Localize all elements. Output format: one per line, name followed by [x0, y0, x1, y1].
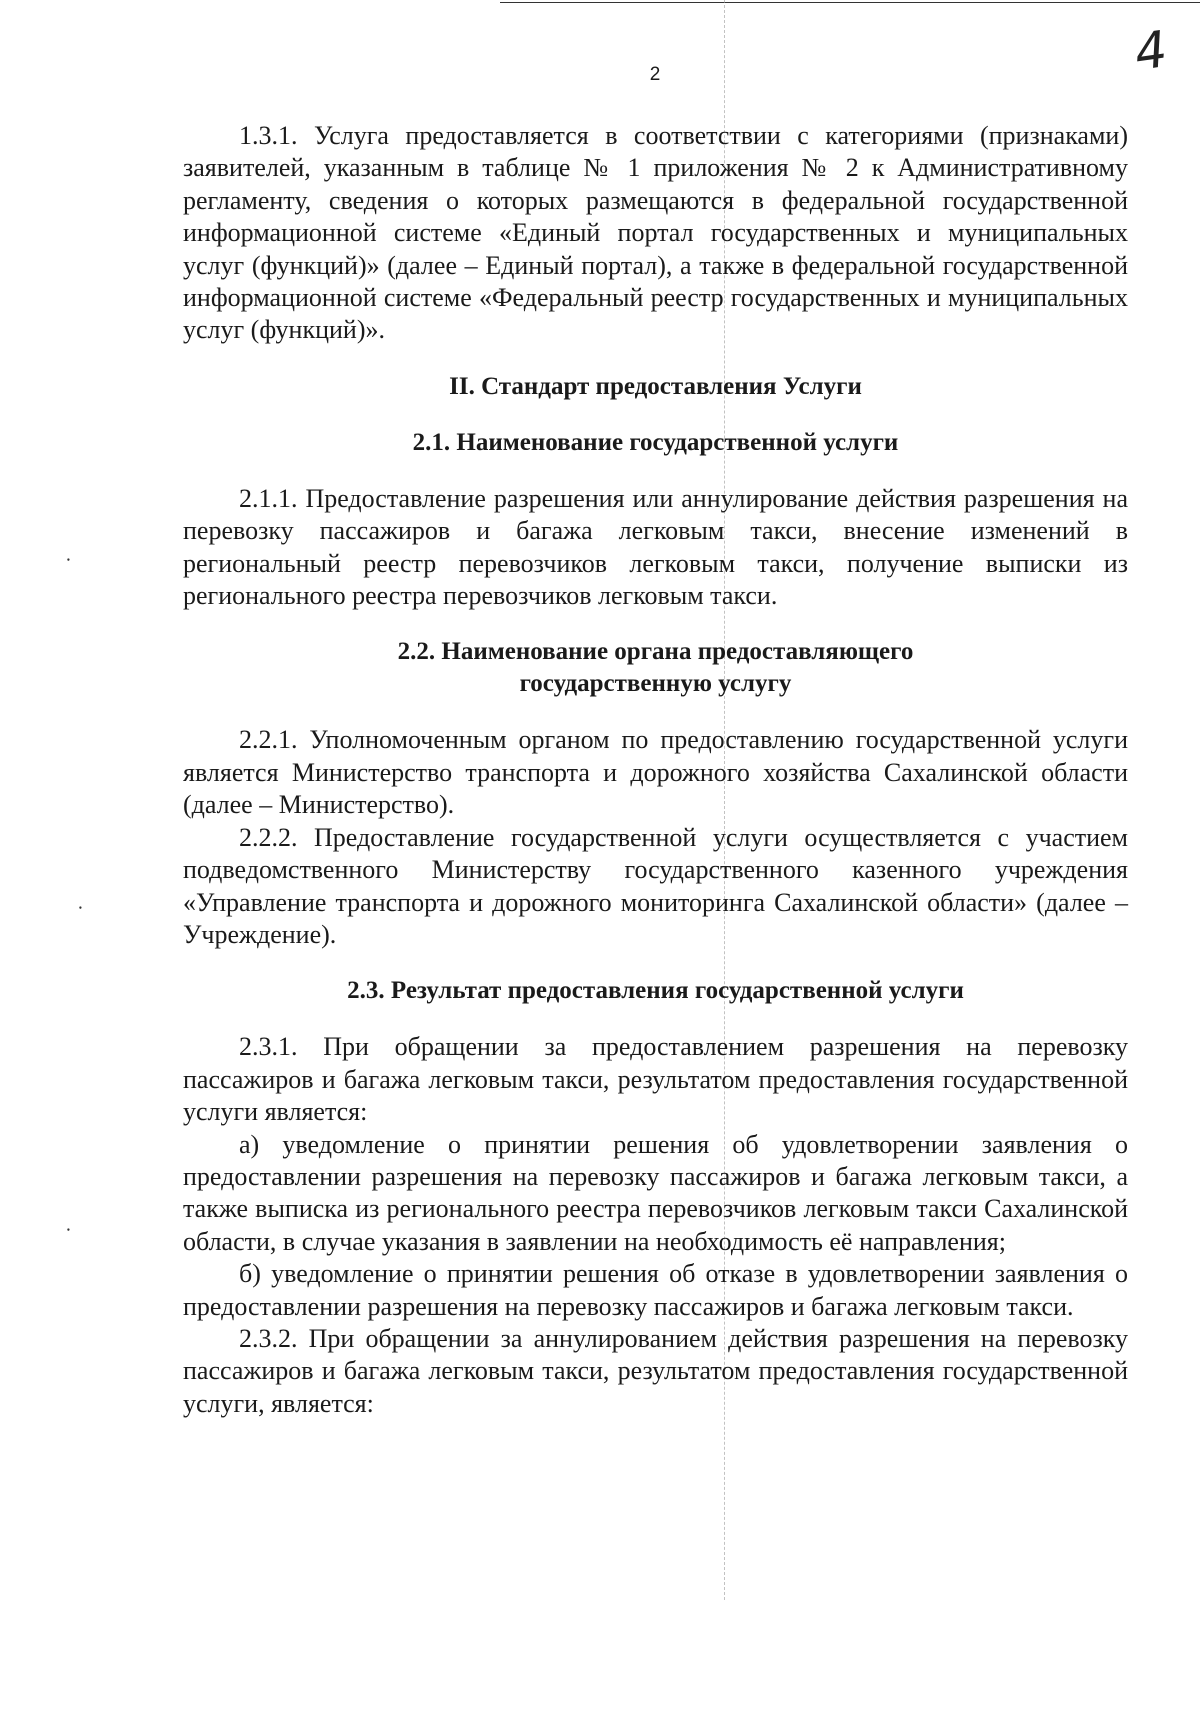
heading-2-1: 2.1. Наименование государственной услуги	[412, 428, 899, 456]
document-body	[183, 120, 1128, 1420]
page-number: 2	[649, 64, 661, 85]
paragraph-item-b: б) уведомление о принятии решения об отказе в удовлетворении заявления о предоставлении разрешения на перевозку пассажиров и багажа легковым такси.	[183, 1259, 1128, 1321]
paragraph-2-2-2: 2.2.2. Предоставление государственной услуги осуществляется с участием подведомственного Министерству государственного казенного учреждения «Управление транспорта и дорожного мониторинга Сахалинской области» (далее – Учреждение).	[183, 822, 1128, 949]
section-heading-ii: II. Стандарт предоставления Услуги	[449, 372, 862, 400]
handwritten-page-mark: 4	[1131, 20, 1171, 82]
paragraph-1-3-1: 1.3.1. Услуга предоставляется в соответствии с категориями (признаками) заявителей, указанным в таблице № 1 приложения № 2 к Административному регламенту, сведения о которых размещаются в федеральной государственной информационной системе «Единый портал государственных и муниципальных услуг (функций)» (далее – Единый портал), а также в федеральной государственной информационной системе «Федеральный реестр государственных и муниципальных услуг (функций)».	[183, 121, 1128, 345]
heading-2-2	[183, 636, 1128, 700]
paragraph-2-2-1: 2.2.1. Уполномоченным органом по предоставлению государственной услуги является Министерство транспорта и дорожного хозяйства Сахалинской области (далее – Министерство).	[183, 725, 1128, 820]
paragraph-2-1-1: 2.1.1. Предоставление разрешения или аннулирование действия разрешения на перевозку пассажиров и багажа легковым такси, внесение изменений в региональный реестр перевозчиков легковым такси, получение выписки из регионального реестра перевозчиков легковым такси.	[183, 483, 1128, 611]
heading-2-2-line-1: 2.2. Наименование органа предоставляющего	[397, 638, 914, 666]
top-border-line	[500, 2, 1200, 3]
scan-speck: ⸱	[66, 550, 71, 571]
scan-speck: ⸱	[66, 1220, 71, 1241]
paragraph-item-a: а) уведомление о принятии решения об удовлетворении заявления о предоставлении разрешения на перевозку пассажиров и багажа легковым такси, а также выписка из регионального реестра перевозчиков легковым такси Сахалинской области, в случае указания в заявлении на необходимость её направления;	[183, 1129, 1128, 1256]
heading-2-3: 2.3. Результат предоставления государственной услуги	[347, 977, 964, 1005]
paragraph-2-3-2: 2.3.2. При обращении за аннулированием действия разрешения на перевозку пассажиров и багажа легковым такси, результатом предоставления государственной услуги, является:	[183, 1323, 1128, 1418]
heading-2-2-line-2: государственную услугу	[519, 670, 792, 698]
paragraph-2-3-1: 2.3.1. При обращении за предоставлением разрешения на перевозку пассажиров и багажа легковым такси, результатом предоставления государственной услуги является:	[183, 1032, 1128, 1127]
scan-speck: ⸱	[78, 898, 83, 919]
